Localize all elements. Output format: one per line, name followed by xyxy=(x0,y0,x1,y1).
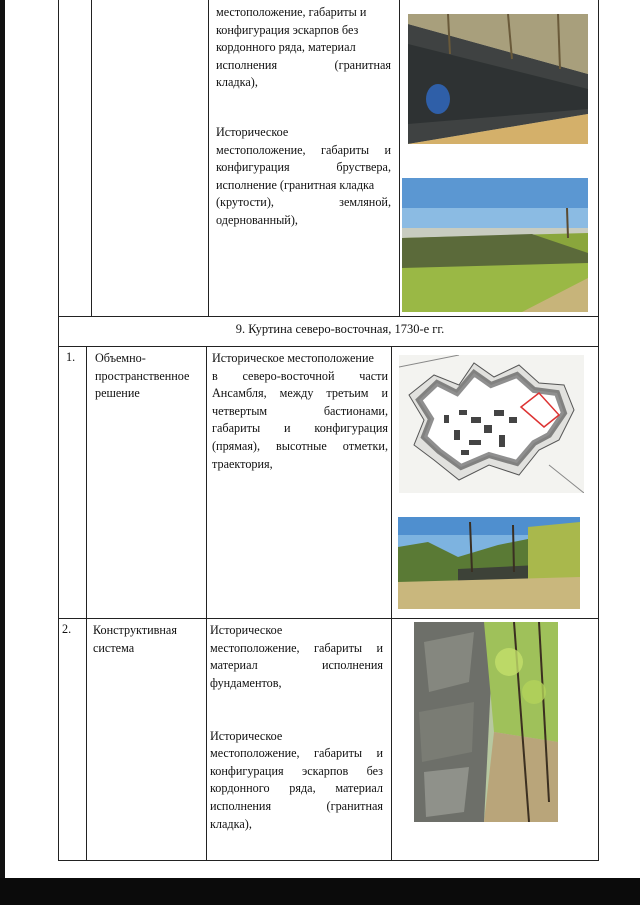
text-line: решение xyxy=(95,386,140,401)
text-line: материал исполнения xyxy=(210,658,383,673)
text-line: исполнения (гранитная xyxy=(216,57,391,72)
text-line: Конструктивная xyxy=(93,623,177,637)
text-line: Объемно- xyxy=(95,351,146,365)
row-number: 2. xyxy=(62,622,72,636)
text-line: (крутости), земляной, xyxy=(216,195,391,210)
table-col-line xyxy=(86,346,87,860)
text-line: конфигурация бруствера, xyxy=(216,160,391,175)
text-line: местоположение, габариты и xyxy=(210,746,383,761)
text-line: Ансамбля, между третьим и xyxy=(212,386,388,401)
text-line: система xyxy=(93,640,135,655)
scan-edge xyxy=(0,0,5,905)
text-line: пространственное xyxy=(95,368,190,383)
curtain-wall-photo xyxy=(398,517,580,609)
table-border-right xyxy=(598,0,599,860)
scan-bottom-edge xyxy=(0,878,640,905)
table-border-left xyxy=(58,0,59,860)
parapet-embankment-photo xyxy=(402,178,588,312)
element-description xyxy=(210,622,383,833)
text-line: кордонного ряда, материал xyxy=(216,40,356,55)
element-name xyxy=(95,350,203,403)
table-col-line xyxy=(91,0,92,316)
fortress-plan-map xyxy=(399,355,584,493)
text-line: Историческое xyxy=(210,623,283,637)
text-line: одернованный), xyxy=(216,212,298,227)
text-line: исполнение (гранитная кладка xyxy=(216,177,375,192)
section-title: 9. Куртина северо-восточная, 1730-е гг. xyxy=(235,322,445,336)
text-line: кладка), xyxy=(216,75,258,90)
text-line: в северо-восточной части xyxy=(212,368,388,383)
granite-escarp-photo xyxy=(408,14,588,144)
table-row-line xyxy=(58,346,599,347)
table-col-line xyxy=(208,0,209,316)
text-line: Историческое xyxy=(216,125,289,139)
text-line: траектория, xyxy=(212,456,273,471)
text-line: кордонного ряда, материал xyxy=(210,781,383,796)
text-line: местоположение, габариты и xyxy=(216,5,367,19)
table-col-line xyxy=(206,346,207,860)
table-row-line xyxy=(58,316,599,317)
table-border-bottom xyxy=(58,860,599,861)
text-line: Историческое местоположение xyxy=(212,351,374,365)
element-description xyxy=(212,350,388,473)
table-col-line xyxy=(391,346,392,860)
table-row-line xyxy=(58,618,599,619)
text-line: исполнения (гранитная xyxy=(210,798,383,813)
text-line: местоположение, габариты и xyxy=(216,142,391,157)
top-description-2 xyxy=(216,124,391,230)
text-line: кладка), xyxy=(210,816,252,831)
text-line: (прямая), высотные отметки, xyxy=(212,438,388,453)
row-number: 1. xyxy=(66,350,76,364)
text-line: габариты и конфигурация xyxy=(212,421,388,436)
text-line: местоположение, габариты и xyxy=(210,640,383,655)
text-line: конфигурация эскарпов без xyxy=(210,763,383,778)
table-col-line xyxy=(399,0,400,316)
text-line: Историческое xyxy=(210,728,283,743)
wall-foundation-photo xyxy=(414,622,558,822)
text-line: конфигурация эскарпов без xyxy=(216,22,359,37)
text-line: фундаментов, xyxy=(210,675,282,690)
top-description xyxy=(216,4,391,92)
element-name xyxy=(93,622,203,657)
text-line: четвертым бастионами, xyxy=(212,403,388,418)
